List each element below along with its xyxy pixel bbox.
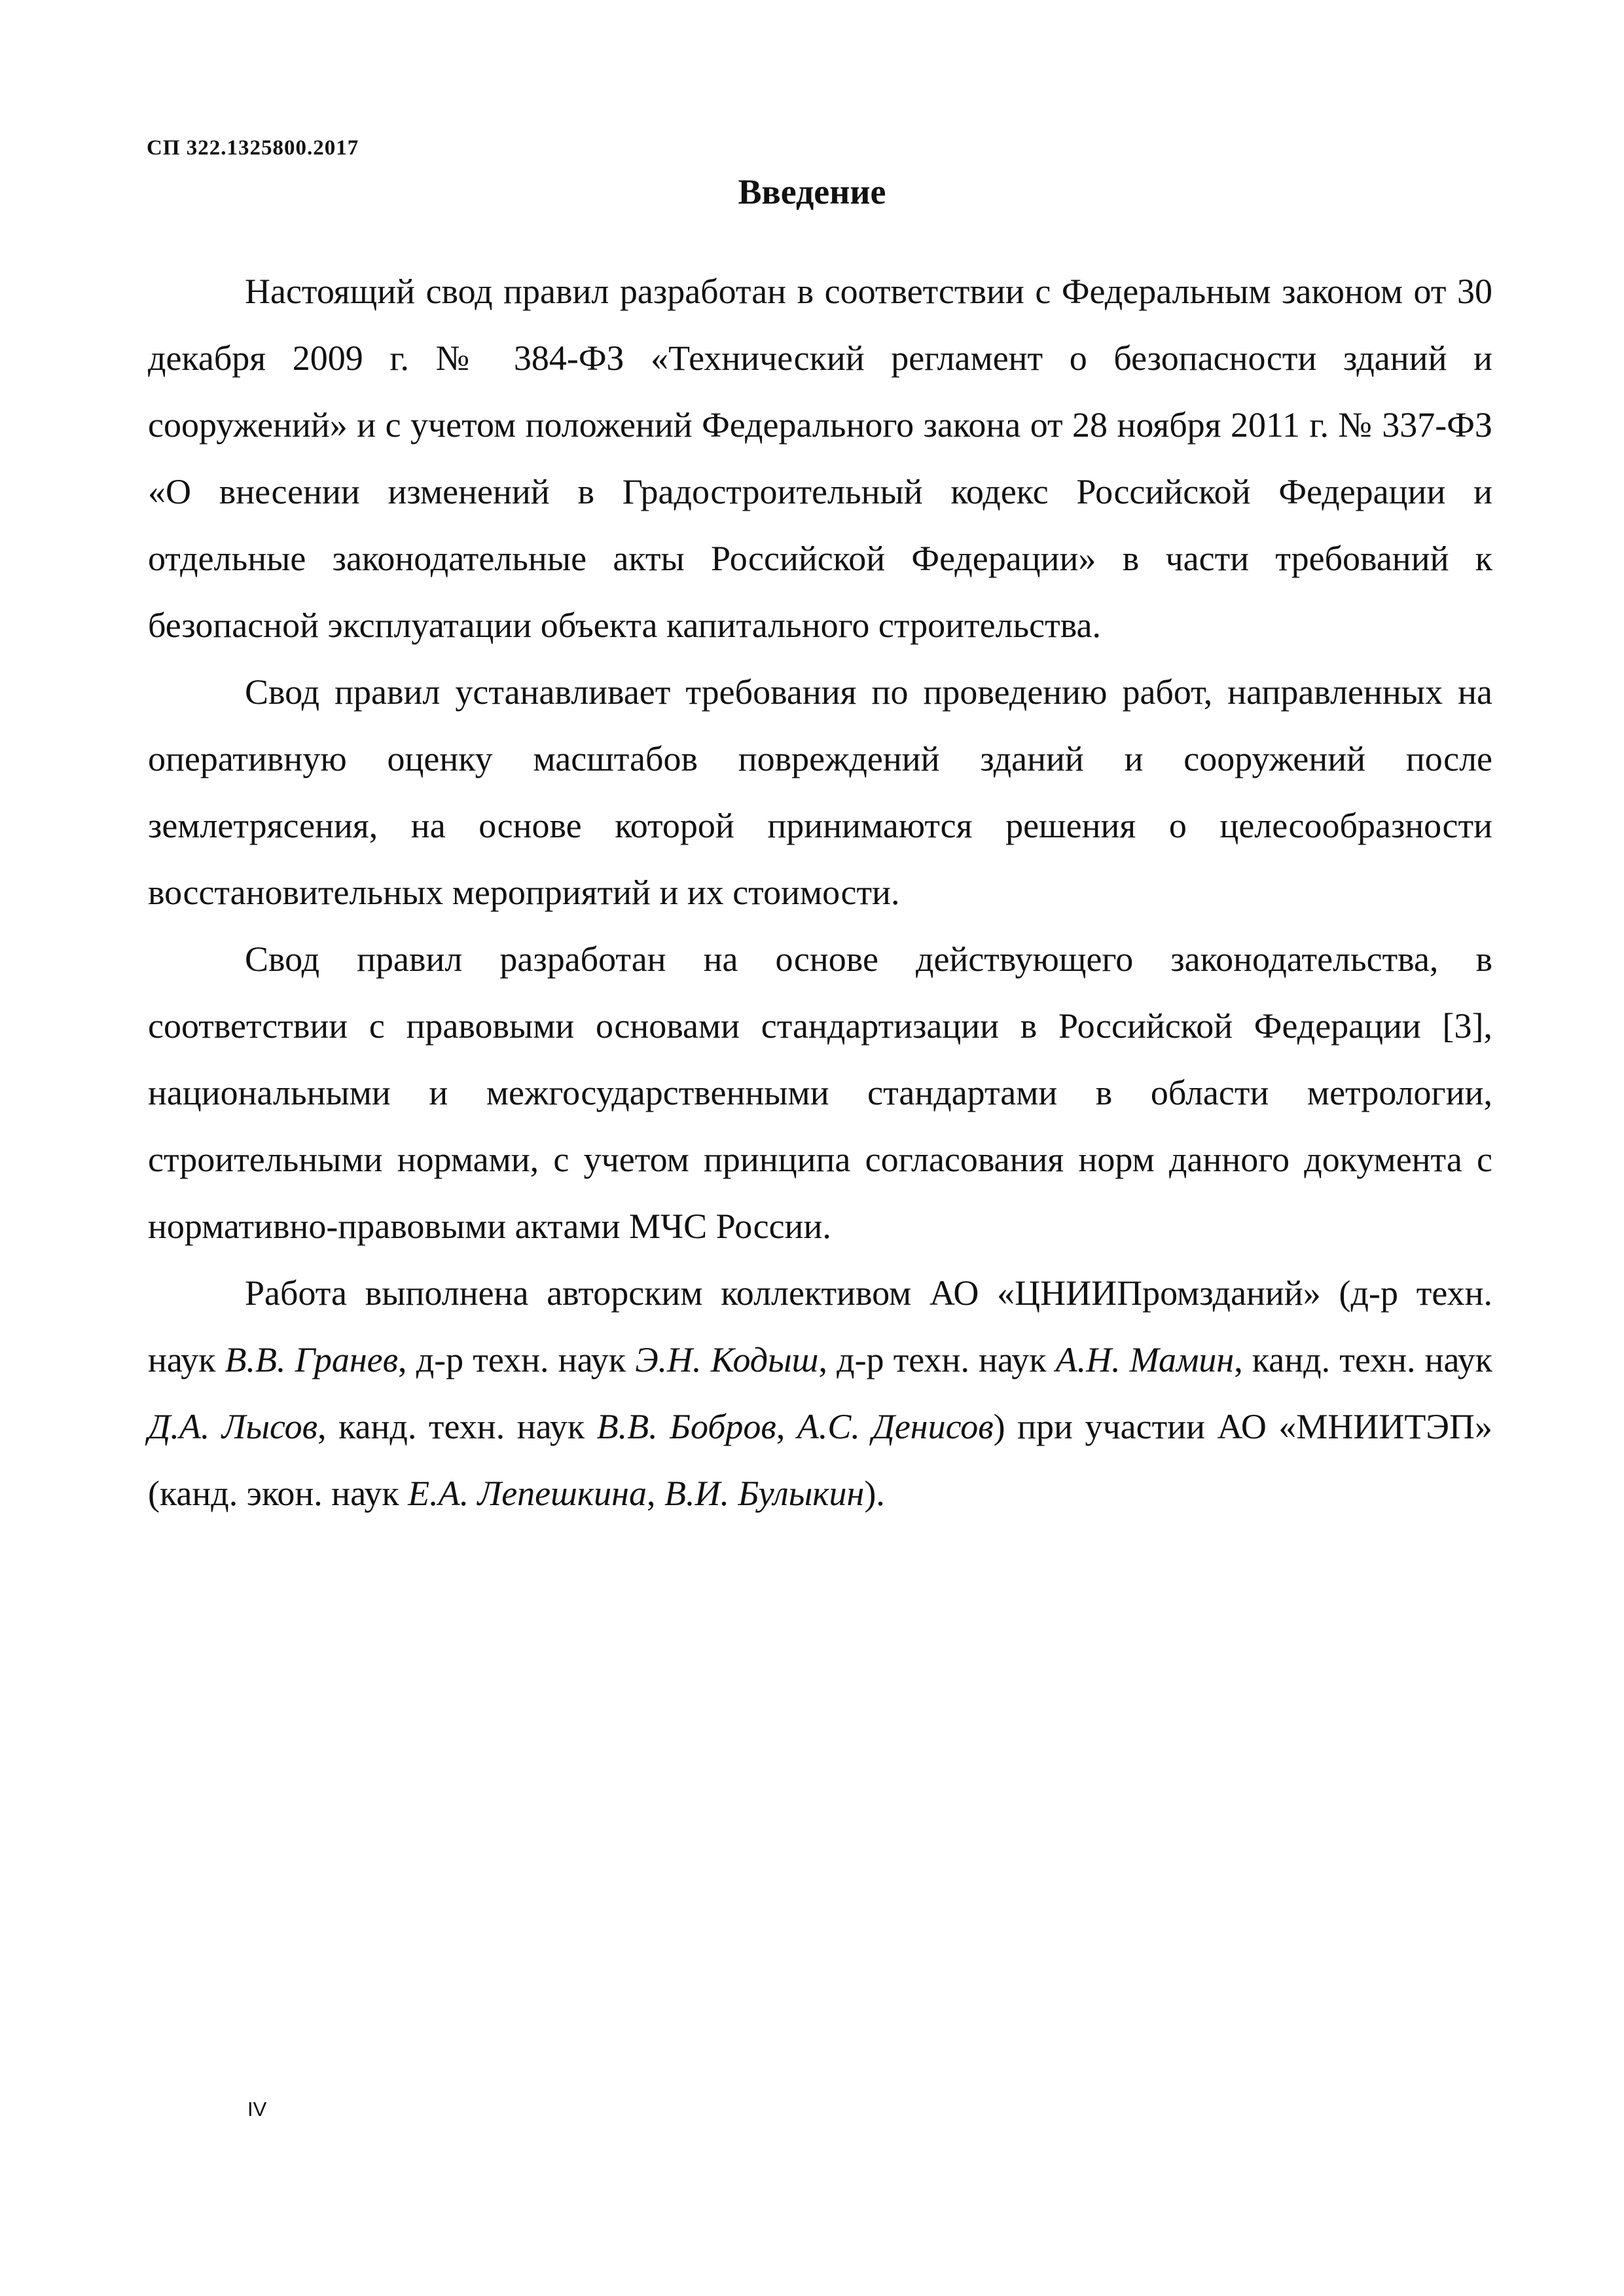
author-name: В.И. Булыкин	[664, 1474, 865, 1513]
author-name: Е.А. Лепешкина	[408, 1474, 647, 1513]
section-title: Введение	[738, 172, 886, 211]
document-body	[148, 258, 1492, 1527]
authors-text: Работа выполнена авторским коллективом АО «ЦНИИПромзданий» (д-р техн. наук	[148, 1273, 1492, 1379]
authors-text: ) при участии АО «МНИИТЭП» (канд. экон. наук	[148, 1407, 1492, 1513]
page-number: IV	[247, 2098, 267, 2121]
document-code: СП 322.1325800.2017	[147, 136, 359, 160]
authors-text: , д-р техн. наук	[818, 1340, 1056, 1379]
paragraph-development-basis: Свод правил разработан на основе действующего законодательства, в соответствии с правовыми основами стандартизации в Российской Федерации [3], национальными и межгосударственными стандартами в области метрологии, строительными нормами, с учетом принципа согласования норм данного документа с нормативно-правовыми актами МЧС России.	[148, 939, 1492, 1246]
authors-text: ,	[646, 1474, 664, 1513]
authors-text: , д-р техн. наук	[398, 1340, 636, 1379]
paragraph-legal-basis: Настоящий свод правил разработан в соответствии с Федеральным законом от 30 декабря 2009 г. № 384-ФЗ «Технический регламент о безопасности зданий и сооружений» и с учетом положений Федерального закона от 28 ноября 2011 г. № 337-ФЗ «О внесении изменений в Градостроительный кодекс Российской Федерации и отдельные законодательные акты Российской Федерации» в части требований к безопасной эксплуатации объекта капитального строительства.	[148, 272, 1492, 645]
authors-text: ,	[776, 1407, 797, 1446]
author-name: Э.Н. Кодыш	[635, 1340, 819, 1379]
paragraph-authors	[148, 1260, 1492, 1527]
author-name: А.Н. Мамин	[1055, 1340, 1235, 1379]
authors-text: , канд. техн. наук	[1234, 1340, 1493, 1379]
author-name: В.В. Бобров	[596, 1407, 776, 1446]
author-name: Д.А. Лысов	[148, 1407, 318, 1446]
authors-text: , канд. техн. наук	[317, 1407, 597, 1446]
author-name: А.С. Денисов	[797, 1407, 994, 1446]
authors-text: ).	[864, 1474, 885, 1513]
author-name: В.В. Гранев	[225, 1340, 399, 1379]
paragraph-scope: Свод правил устанавливает требования по проведению работ, направленных на оперативную оценку масштабов повреждений зданий и сооружений после землетрясения, на основе которой принимаются решения о целесообразности восстановительных мероприятий и их стоимости.	[148, 672, 1492, 912]
